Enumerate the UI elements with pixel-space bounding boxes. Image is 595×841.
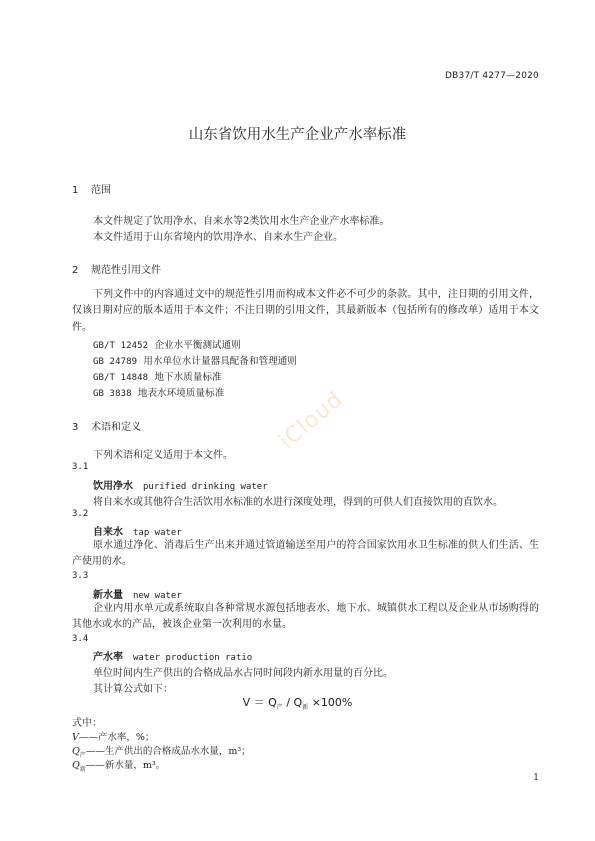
term-definition: 将自来水或其他符合生活饮用水标准的水进行深度处理，得到的可供人们直接饮用的直饮水。 <box>93 497 503 508</box>
reference-code: GB 3838 <box>93 389 132 399</box>
variable-description: ——生产供出的合格成品水水量，m³； <box>85 746 251 757</box>
formula-divide: / <box>286 696 291 709</box>
watermark-logo <box>262 386 352 458</box>
term-definition: 原水通过净化、消毒后生产出来并通过管道输送至用户的符合国家饮用水卫生标准的供人们生活、生产使用的水。 <box>72 540 539 568</box>
scope-paragraph-1: 本文件规定了饮用净水、自来水等2类饮用水生产企业产水率标准。 <box>93 216 390 227</box>
reference-name: 地表水环境质量标准 <box>137 388 225 399</box>
term-chinese: 新水量 <box>93 590 123 601</box>
where-label: 式中： <box>72 718 102 729</box>
reference-item <box>93 353 297 367</box>
term-english: water production ratio <box>133 653 253 663</box>
formula <box>0 694 595 711</box>
reference-item <box>93 385 224 399</box>
formula-q-produced: Q <box>268 696 277 709</box>
term-definition: 企业内用水单元或系统取自各种常规水源包括地表水、地下水、城镇供水工程以及企业从市场购得的其他水或水的产品，被该企业第一次利用的水量。 <box>72 603 539 631</box>
term-english: purified drinking water <box>143 482 268 492</box>
page-number: 1 <box>533 773 539 783</box>
term-heading <box>93 523 182 538</box>
watermark-text: iCloud <box>274 386 349 455</box>
formula-equals: ＝ <box>253 696 265 709</box>
variable-subscript: 新 <box>79 765 86 773</box>
section-number: 2 <box>72 265 79 276</box>
term-definition: 单位时间内生产供出的合格成品水占同时间段内新水用量的百分比。 <box>93 668 393 679</box>
formula-q-new: Q <box>293 696 303 709</box>
term-english: tap water <box>133 528 182 538</box>
formula-lhs: V <box>242 696 251 709</box>
formula-q-produced-sub: 产 <box>276 704 283 712</box>
reference-name: 用水单位水计量器具配备和管理通则 <box>143 356 298 367</box>
clause-number: 3.1 <box>72 462 89 472</box>
term-heading <box>93 477 268 492</box>
section-number: 1 <box>72 185 79 196</box>
variable-definition <box>72 757 165 773</box>
calculation-intro: 其计算公式如下： <box>93 684 173 695</box>
reference-name: 企业水平衡测试通则 <box>154 340 241 351</box>
variable-symbol: Q <box>72 746 80 757</box>
variable-subscript: 产 <box>79 751 86 759</box>
variable-symbol: Q <box>72 760 80 771</box>
section-title: 范围 <box>91 185 111 196</box>
variable-symbol: V <box>72 732 79 743</box>
terms-intro: 下列术语和定义适用于本文件。 <box>93 450 233 461</box>
clause-number: 3.4 <box>72 634 89 644</box>
variable-description: ——产水率，%； <box>78 732 155 743</box>
formula-tail: ×100% <box>311 696 353 709</box>
section-heading-references <box>72 261 161 276</box>
section-heading-terms <box>72 418 141 433</box>
section-title: 规范性引用文件 <box>91 265 161 276</box>
section-title: 术语和定义 <box>91 422 141 433</box>
reference-item <box>93 337 241 351</box>
reference-code: GB/T 14848 <box>93 373 149 383</box>
term-english: new water <box>133 591 182 601</box>
references-intro: 下列文件中的内容通过文中的规范性引用而构成本文件必不可少的条款。其中，注日期的引用文件，仅该日期对应的版本适用于本文件；不注日期的引用文件，其最新版本（包括所有的修改单）适用于本文件。 <box>72 289 539 333</box>
section-heading-scope <box>72 181 111 196</box>
standard-number: DB37/T 4277—2020 <box>445 71 539 81</box>
term-chinese: 饮用净水 <box>93 481 133 492</box>
clause-number: 3.2 <box>72 509 89 519</box>
document-title: 山东省饮用水生产企业产水率标准 <box>188 127 407 143</box>
section-number: 3 <box>72 422 79 433</box>
term-chinese: 自来水 <box>93 527 123 538</box>
reference-code: GB 24789 <box>93 357 138 367</box>
scope-paragraph-2: 本文件适用于山东省境内的饮用净水、自来水生产企业。 <box>93 232 343 243</box>
reference-name: 地下水质量标准 <box>154 372 222 383</box>
variable-description: ——新水量，m³。 <box>85 760 166 771</box>
reference-item <box>93 369 222 383</box>
reference-code: GB/T 12452 <box>93 341 149 351</box>
formula-q-new-sub: 新 <box>302 704 309 712</box>
term-heading <box>93 586 182 601</box>
term-chinese: 产水率 <box>93 652 123 663</box>
term-heading <box>93 648 252 663</box>
clause-number: 3.3 <box>72 571 89 581</box>
